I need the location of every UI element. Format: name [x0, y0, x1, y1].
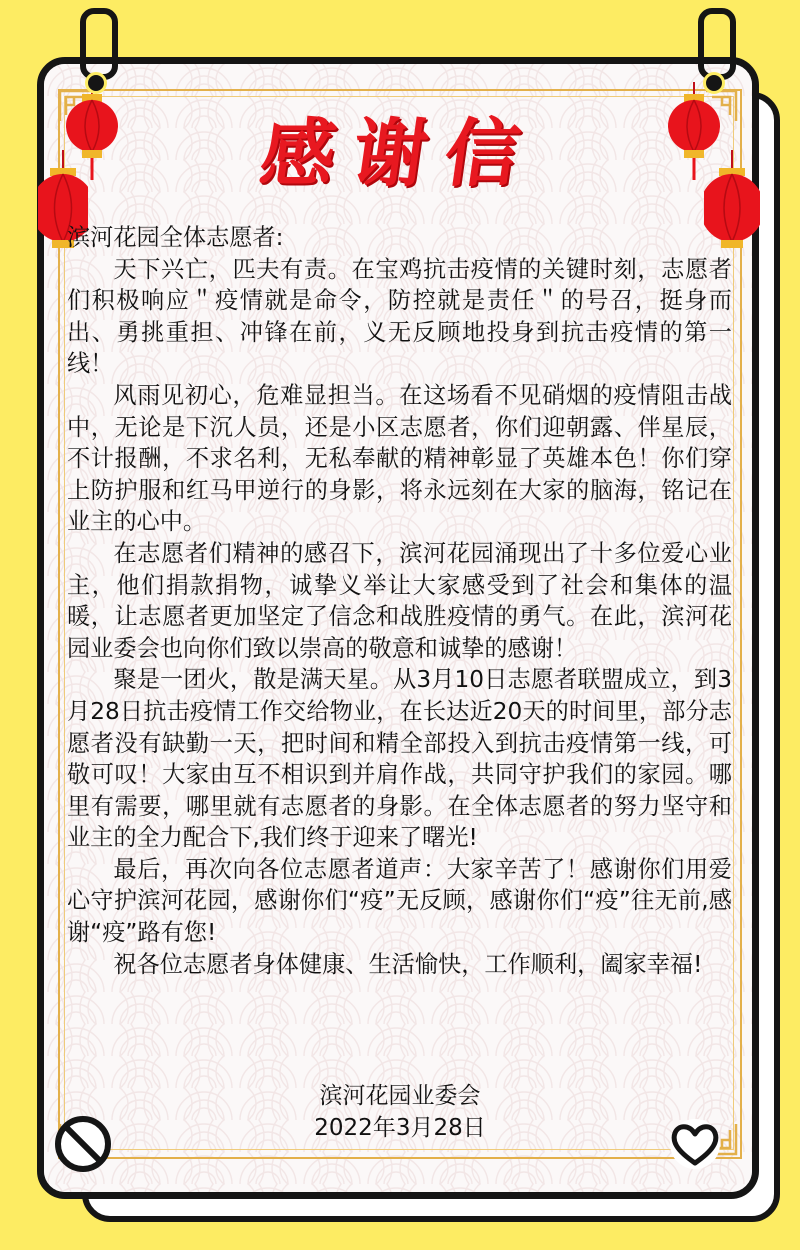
binder-ring-right	[698, 8, 736, 80]
binder-ring-left	[80, 8, 118, 80]
signature: 滨河花园业委会	[319, 1083, 481, 1109]
paragraph: 祝各位志愿者身体健康、生活愉快，工作顺利，阖家幸福!	[113, 950, 703, 978]
letter-date: 2022年3月28日	[314, 1114, 486, 1141]
paragraph: 最后，再次向各位志愿者道声：大家辛苦了！感谢你们用爱心守护滨河花园，感谢你们“疫”无反顾，感谢你们“疫”往无前,感谢“疫”路有您!	[67, 855, 732, 947]
salutation: 滨河花园全体志愿者:	[67, 224, 284, 251]
paragraph: 在志愿者们精神的感召下，滨河花园涌现出了十多位爱心业主，他们捐款捐物，诚挚义举让大家感受到了社会和集体的温暖，让志愿者更加坚定了信念和战胜疫情的勇气。在此，滨河花园业委会也向你们致以崇高的敬意和诚挚的感谢！	[67, 539, 732, 662]
ring-hole-right	[703, 72, 725, 94]
letter-title: 感谢信	[255, 111, 544, 197]
paragraph: 天下兴亡，匹夫有责。在宝鸡抗击疫情的关键时刻，志愿者们积极响应＂疫情就是命令，防控就是责任＂的号召，挺身而出、勇挑重担、冲锋在前，义无反顾地投身到抗击疫情的第一线！	[67, 255, 732, 378]
heart-icon[interactable]	[666, 1115, 724, 1173]
paragraph: 风雨见初心，危难显担当。在这场看不见硝烟的疫情阻击战中，无论是下沉人员，还是小区志愿者，你们迎朝露、伴星辰，不计报酬，不求名利，无私奉献的精神彰显了英雄本色！你们穿上防护服和红马甲逆行的身影，将永远刻在大家的脑海，铭记在业主的心中。	[67, 381, 732, 536]
no-entry-icon[interactable]	[54, 1115, 112, 1173]
paragraph: 聚是一团火，散是满天星。从3月10日志愿者联盟成立，到3月28日抗击疫情工作交给物业，在长达近20天的时间里，部分志愿者没有缺勤一天，把时间和精全部投入到抗击疫情第一线，可敬可叹！大家由互不相识到并肩作战，共同守护我们的家园。哪里有需要，哪里就有志愿者的身影。在全体志愿者的努力坚守和业主的全力配合下,我们终于迎来了曙光!	[67, 666, 732, 852]
letter-body	[67, 222, 732, 980]
ring-hole-left	[85, 72, 107, 94]
